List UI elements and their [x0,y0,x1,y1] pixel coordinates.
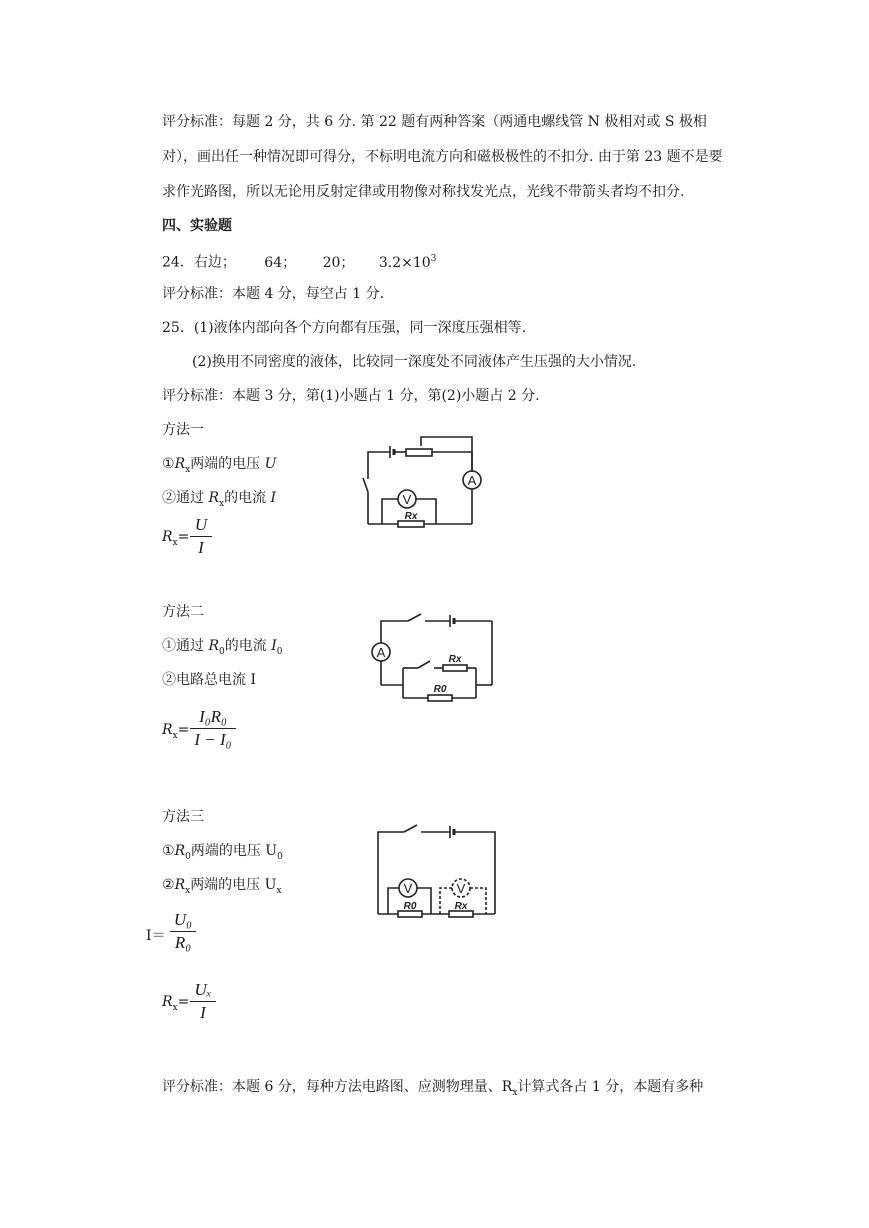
resistor-r0 [428,695,452,701]
q24-grading: 评分标准：本题 4 分，每空占 1 分. [162,286,385,302]
equals-sign: = [177,994,190,1010]
method-1-formula-lhs [162,529,189,548]
measure-text: 的电流 [224,638,267,654]
wire [368,452,390,479]
q24-exponent: 3 [430,254,437,264]
dashed-wire [470,888,486,914]
q24-answer [162,250,436,272]
measure-variable: I [270,490,277,506]
subscript: x [219,498,225,509]
q25-grading: 评分标准：本题 3 分，第(1)小题占 1 分，第(2)小题占 2 分. [162,388,540,404]
method-1-measure-2 [162,489,276,513]
circled-number: ① [162,843,175,859]
grading-note-line-2: 对），画出任一种情况即可得分，不标明电流方向和磁极极性的不扣分. 由于第 23 题不是要 [162,149,723,165]
final-text-tail: 计算式各占 1 分，本题有多种 [517,1079,704,1095]
symbol-r: R [174,877,186,893]
fraction-bar [170,931,196,932]
resistor-rx-label: Rx [448,654,462,665]
symbol-r: R [208,638,219,654]
method-1-circuit-diagram [360,432,500,527]
equals-sign: = [177,722,190,738]
resistor-rx-label: Rx [454,901,468,912]
numerator: Uₓ [194,980,212,999]
numerator: I₀R₀ [199,707,227,726]
subscript: 0 [277,851,283,862]
measure-text: 两端的电压 U [190,843,278,859]
subscript: x [185,464,191,475]
measure-variable: U [264,456,277,472]
subscript: 0 [219,646,225,657]
subscript: 0 [276,646,283,657]
method-3-circuit-diagram [374,822,499,917]
symbol-r: R [174,843,186,859]
method-3-measure-2 [162,876,282,900]
measure-prefix: ①通过 [162,638,204,654]
grading-note-line-3: 求作光路图，所以无论用反射定律或用物像对称找发光点，光线不带箭头者均不扣分. [162,184,685,200]
switch-blade [363,478,368,492]
measure-prefix: ②通过 [162,490,204,506]
q24-label: 24．右边； [162,254,236,271]
method-2-title: 方法二 [162,604,204,620]
rheostat [406,449,432,456]
voltmeter-dashed-label: V [456,881,466,896]
method-2-circuit-diagram [368,608,498,700]
method-3-formula-1-fraction [170,910,196,953]
q25-item-2: (2)换用不同密度的液体，比较同一深度处不同液体产生压强的大小情况. [192,354,637,370]
symbol-r: R [208,490,219,506]
q24-value-1: 64； [264,254,297,271]
ammeter-label: A [467,473,477,488]
resistor-r0-label: R0 [433,684,447,695]
method-3-formula-2-fraction [190,980,216,1023]
circled-number: ① [162,456,175,472]
method-3-formula-1-lhs: I＝ [146,928,166,944]
wire [381,621,408,643]
method-2-measure-1 [162,637,282,661]
method-2-measure-2: ②电路总电流 I [162,672,256,688]
q24-value-3: 3.2×10 [378,254,431,271]
voltmeter-label: V [402,492,412,507]
denominator: I [198,538,204,557]
method-1-title: 方法一 [162,422,204,438]
method-3-formula-2-lhs [162,994,189,1013]
q25-item-1: 25．(1)液体内部向各个方向都有压强，同一深度压强相等. [162,320,527,336]
denominator: I [200,1003,206,1022]
method-3-title: 方法三 [162,809,204,825]
final-grading-note [162,1078,703,1102]
measure-text: 的电流 [224,490,267,506]
dashed-wire [440,888,452,914]
switch-blade [418,661,430,668]
symbol-r: R [174,456,186,472]
denominator: I − I₀ [194,730,232,749]
resistor-r0-label: R0 [403,901,417,912]
method-1-formula-fraction [190,515,212,558]
voltmeter-label: V [403,881,413,896]
method-2-formula-fraction [190,707,236,750]
subscript: x [185,885,191,896]
subscript: x [172,537,178,548]
subscript: x [172,730,178,741]
resistor-rx [443,665,467,671]
circled-number: ② [162,877,175,893]
measure-text: 两端的电压 [190,456,261,472]
wire [378,832,404,914]
q24-value-2: 20； [322,254,355,271]
rheostat-slider-wire [421,437,472,472]
wire [388,888,399,914]
numerator: U₀ [173,910,193,929]
subscript: x [276,885,282,896]
fraction-bar [190,536,212,537]
section-title: 四、实验题 [162,218,232,234]
resistor-rx-label: Rx [404,511,418,522]
measure-text: 两端的电压 U [190,877,277,893]
symbol-r: R [162,994,173,1010]
subscript: x [172,1002,178,1013]
fraction-bar [190,1001,216,1002]
fraction-bar [190,728,236,729]
symbol-r: R [162,529,173,545]
wire [417,888,431,914]
numerator: U [194,515,208,534]
switch-blade [408,614,421,621]
equals-sign: = [177,529,190,545]
subscript: x [512,1087,518,1098]
switch-blade [404,825,417,832]
ammeter-label: A [376,645,386,660]
grading-note-line-1: 评分标准：每题 2 分，共 6 分. 第 22 题有两种答案（两通电螺线管 N 极相对或 S 极相 [162,114,707,130]
method-2-formula-lhs [162,722,189,741]
method-1-measure-1 [162,455,276,479]
method-3-measure-1 [162,842,283,866]
measure-variable: I [271,638,277,654]
wire [382,499,398,524]
symbol-r: R [162,722,173,738]
denominator: R₀ [174,933,192,952]
final-text: 评分标准：本题 6 分，每种方法电路图、应测物理量、R [162,1079,513,1095]
subscript: 0 [185,851,191,862]
